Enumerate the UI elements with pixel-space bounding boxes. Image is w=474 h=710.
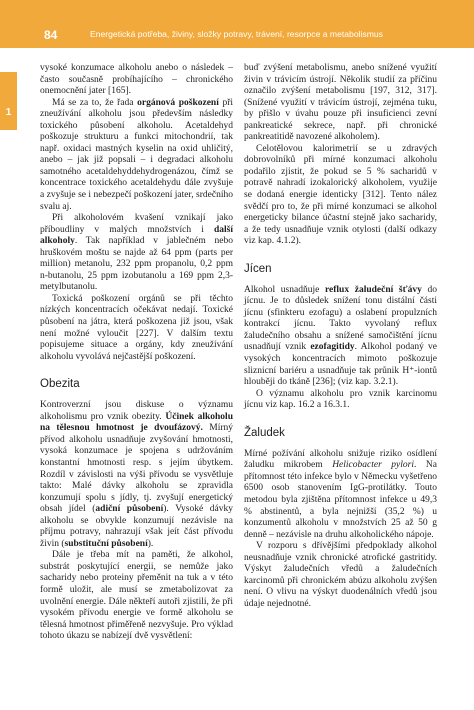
text-run: ). <box>147 538 154 549</box>
paragraph <box>244 449 437 541</box>
text-run: Kontroverzní jsou diskuse o významu alkoholismu pro vznik obezity. <box>40 400 233 422</box>
text-run: . Tak například v jablečném nebo hruškovém moštu se najde až 64 ppm (parts per million) metanolu, 232 ppm propanolu, 0,2 ppm n-butanolu, 25 ppm izobutanolu a 169 ppm 2,3-metylbutanolu. <box>40 236 233 293</box>
section-heading-obezita: Obezita <box>40 378 80 391</box>
bold-term: Účinek alkoholu na tělesnou hmotnost je dvoufázový. <box>40 411 233 434</box>
running-title: Energetická potřeba, živiny, složky potravy, trávení, resorpce a metabolismus <box>90 29 383 39</box>
paragraph: V rozporu s dřívějšími předpoklady alkohol neusnadňuje vznik chronické atrofické gastritidy. Výskyt žaludečních vředů a žaludečních karcinomů při chronickém abúzu alkoholu zvýšen není. O vlivu na výskyt duodenálních vředů jsou údaje nejednotné. <box>244 541 437 609</box>
bold-term: substituční působení <box>64 538 148 549</box>
chapter-tab <box>0 72 17 130</box>
bold-term: orgánová poškození <box>137 97 219 108</box>
section-heading-jicen: Jícen <box>244 262 272 275</box>
text-run: . Na přítomnost této infekce bylo v Německu vyšetřeno 6500 osob stanovením IgG-protilátky. Touto metodou byla zjištěna přítomnost infekce u 49,3 % abstinentů, a byla nejnižší (35,2 %) u konzumentů alkoholu v množstvích 25 až 50 g denně – nezávisle na druhu alkoholického nápoje. <box>244 460 437 540</box>
bold-term: ezofagitidy <box>310 342 355 353</box>
bold-term: další alkoholy <box>40 224 233 247</box>
paragraph: vysoké konzumace alkoholu anebo o následek – často současně probíhajícího – chronického onemocnění jater [165]. <box>40 63 233 97</box>
text-run: Mírný přívod alkoholu usnadňuje zvyšování hmotnosti, vysoká konzumace je spojena s udržováním konstantní hmotnosti resp. s jejím úbytkem. Rozdíl v závislosti na výši přívodu se vysvětluje takto: Malé dávky alkoholu se zpravidla konzumují spolu s jídly, tj. zvyšují energetický obsah jídel ( <box>40 423 233 515</box>
text-run: Mírné požívání alkoholu snižuje riziko osídlení žaludku mikrobem <box>244 448 437 471</box>
paragraph: O významu alkoholu pro vznik karcinomu jícnu viz kap. 16.2 a 16.3.1. <box>244 388 437 411</box>
text-run: Má se za to, že řada <box>52 97 138 108</box>
text-run: Alkohol usnadňuje <box>244 284 325 295</box>
paragraph: Dále je třeba mít na paměti, že alkohol, substrát poskytující energii, se nemůže jako sacharidy nebo proteiny přeměnit na tuk a v této formě uložit, ale musí se zmetabolizovat za uvolnění energie. Dále někteří autoři zjistili, že při vysokém přívodu energie ve formě alkoholu se tělesná hmotnost přiměřeně nezvyšuje. Pro výklad tohoto úkazu se nabízejí dvě vysvětlení: <box>40 550 233 642</box>
paragraph <box>40 400 233 550</box>
page-number: 84 <box>44 28 58 42</box>
bold-term: reflux žaludeční šťávy <box>324 284 422 295</box>
paragraph: buď zvýšení metabolismu, anebo snížené využití živin v trávicím ústrojí. Několik studií za příčinu označilo zvýšení metabolismu [197, 312, 317]. (Snížené využití v trávicím ústrojí, zejména tuku, by přišlo v úvahu pouze při insuficienci zevní pankreatické sekrece, např. při chronické pankreatitidě navozené alkoholem). <box>244 63 437 143</box>
text-run: ). Vysoké dávky alkoholu se obvykle konzumují nezávisle na příjmu potravy, nahrazují však jeít část přívodu živin ( <box>40 504 233 549</box>
left-column <box>40 63 233 643</box>
header-bar <box>0 0 474 48</box>
text-run: při zneužívání alkoholu jsou především následky toxického působení alkoholu. Acetaldehyd poškozuje strukturu a funkci mitochondrií, tak např. oxidaci mastných kyselin na oxid uhličitý, anebo – jak již popsali – i degradaci alkoholu samotného acetaldehyddehydrogenázou, čímž se koncentrace toxického acetaldehydu dále zvyšuje a zvyšuje se i nebezpečí poškození jater, srdečního svalu aj. <box>40 97 233 212</box>
right-column <box>244 63 437 610</box>
italic-term: Helicobacter pylori <box>332 460 415 471</box>
paragraph <box>40 213 233 294</box>
paragraph <box>244 285 437 389</box>
text-run: . Alkohol podaný ve vysokých koncentracích mimoto poškozuje sliznicní bariéru a usnadňuje tak průnik H⁺-iontů hlouběji do tkáně [236]; (viz kap. 3.2.1). <box>244 342 437 388</box>
text-run: Při alkoholovém kvašení vznikají jako příboudliny v malých množstvích i <box>40 213 233 235</box>
paragraph: Toxická poškození orgánů se při těchto nízkých koncentracích očekávat nedají. Toxické působení na játra, která poškozena již jsou, však není možné vyloučit [227]. V dalším textu popisujeme situace a orgány, kdy zneužívání alkoholu vyvolává nejčastější poškození. <box>40 293 233 362</box>
chapter-tab-number: 1 <box>5 107 12 118</box>
bold-term: adiční působení <box>95 504 164 515</box>
text-run: do jícnu. Je to důsledek snížení tonu distální části jícnu (sfinkteru ezofagu) a oslabení propulzních kontrakcí jícnu. Takto vyvolaný reflux žaludečního obsahu a snížené samočištění jícnu usnadňují vznik <box>244 284 437 353</box>
paragraph: Celotělovou kalorimetrií se u zdravých dobrovolníků při mírné konzumaci alkoholu podařilo zjistit, že pokud se 5 % sacharidů v potravě nahradí izokalorický alkoholem, využije se dodaná energie identicky [312]. Tento nález svědčí pro to, že při mírné konzumaci se alkohol energeticky bilance účastní stejně jako sacharidy, a že tedy usnadňuje vznik otylosti (další odkazy viz kap. 4.1.2). <box>244 143 437 247</box>
paragraph <box>40 98 233 213</box>
section-heading-zaludek: Žaludek <box>244 426 285 439</box>
